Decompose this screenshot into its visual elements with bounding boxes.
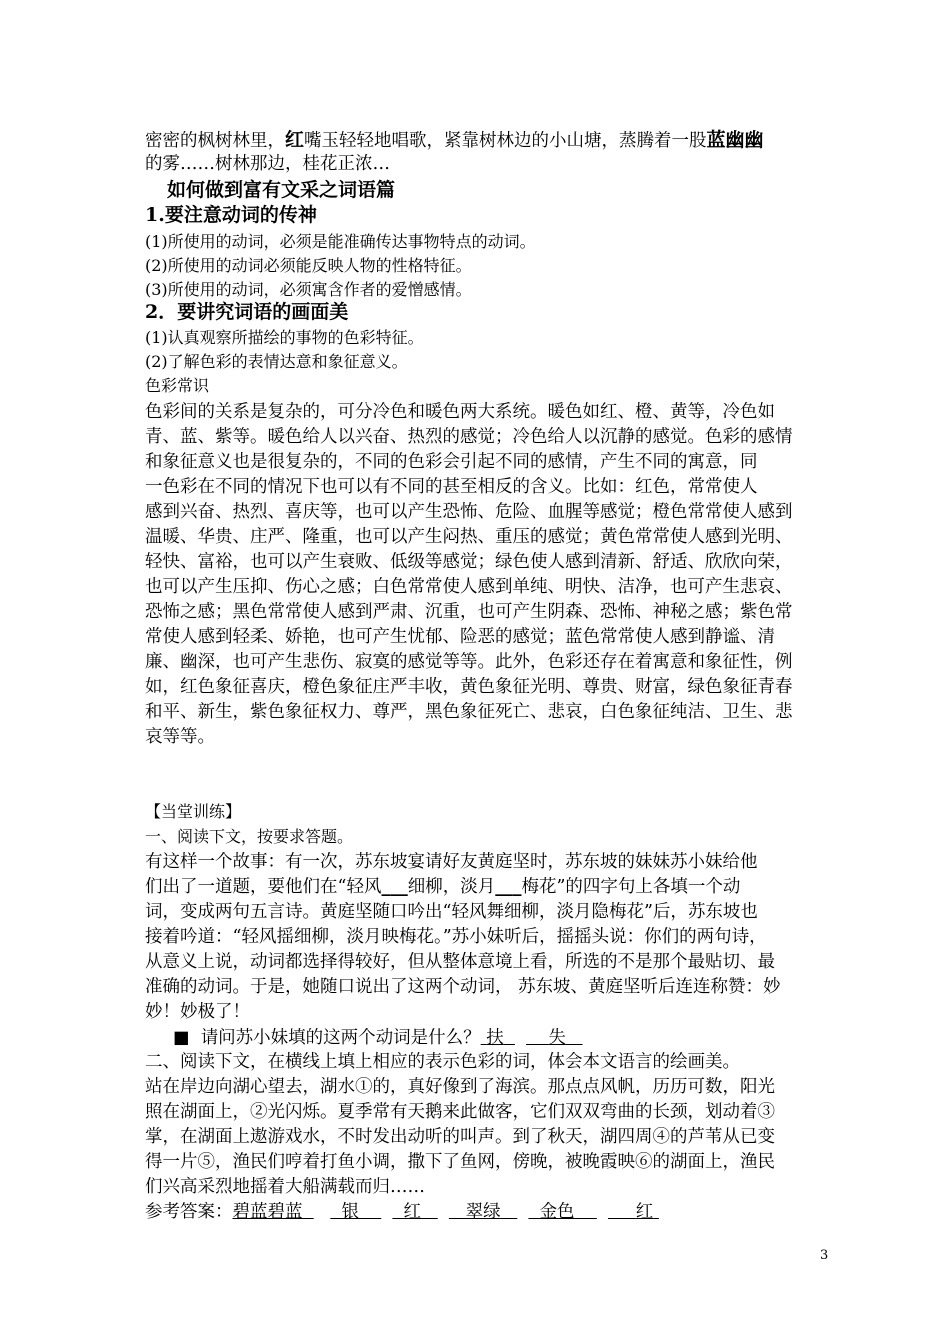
passage-line: 们兴高采烈地摇着大船满载而归…… — [145, 1177, 425, 1197]
story-line: 准确的动词。于是，她随口说出了这两个动词， 苏东坡、黄庭坚听后连连称赞：妙 — [145, 977, 781, 997]
color-paragraph-line: 和象征意义也是很复杂的，不同的色彩会引起不同的感情，产生不同的寓意，同 — [145, 452, 758, 472]
color-paragraph-line: 恐怖之感；黑色常常使人感到严肃、沉重，也可产生阴森、恐怖、神秘之感；紫色常 — [145, 602, 793, 622]
color-paragraph-line: 哀等等。 — [145, 727, 215, 747]
story-line: 有这样一个故事：有一次，苏东坡宴请好友黄庭坚时，苏东坡的妹妹苏小妹给他 — [145, 852, 758, 872]
color-paragraph-line: 常使人感到轻柔、娇艳，也可产生忧郁、险恶的感觉；蓝色常常使人感到静谧、清 — [145, 627, 775, 647]
training-title: 【当堂训练】 — [145, 802, 242, 821]
ref-answer: 翠绿 — [465, 1202, 501, 1222]
ref-answer: 金色 — [539, 1202, 575, 1222]
section-2-item: (1)认真观察所描绘的事物的色彩特征。 — [145, 328, 424, 347]
answer-underline: 失 — [548, 1028, 566, 1048]
section-2-heading: 2．要讲究词语的画面美 — [145, 301, 349, 323]
reference-answers: 参考答案：碧蓝碧蓝 银 红 翠绿 金色 红 — [145, 1200, 659, 1224]
color-paragraph-line: 也可以产生压抑、伤心之感；白色常常使人感到单纯、明快、洁净，也可产生悲哀、 — [145, 577, 793, 597]
color-paragraph-line: 感到兴奋、热烈、喜庆等，也可以产生恐怖、危险、血腥等感觉；橙色常常使人感到 — [145, 502, 793, 522]
blank: ___ — [495, 877, 522, 897]
color-paragraph-line: 如，红色象征喜庆，橙色象征庄严丰收，黄色象征光明、尊贵、财富，绿色象征青春 — [145, 677, 793, 697]
passage-line: 照在湖面上，②光闪烁。夏季常有天鹅来此做客，它们双双弯曲的长颈，划动着③ — [145, 1102, 775, 1122]
intro-line-1: 密密的枫树林里，红嘴玉轻轻地唱歌，紧靠树林边的小山塘，蒸腾着一股蓝幽幽 — [145, 129, 764, 151]
color-paragraph-line: 廉、幽深，也可产生悲伤、寂寞的感觉等等。此外，色彩还存在着寓意和象征性，例 — [145, 652, 793, 672]
answer-underline: 扶 — [486, 1028, 504, 1048]
page-number: 3 — [820, 1248, 829, 1263]
passage-line: 得一片⑤，渔民们哼着打鱼小调，撒下了鱼网，傍晚，被晚霞映⑥的湖面上，渔民 — [145, 1152, 775, 1172]
section-1-heading: 1.要注意动词的传神 — [145, 204, 317, 226]
ref-answer: 红 — [635, 1202, 654, 1222]
question-1-title: 一、阅读下文，按要求答题。 — [145, 827, 354, 846]
color-knowledge-title: 色彩常识 — [145, 376, 210, 395]
color-paragraph-line: 轻快、富裕，也可以产生衰败、低级等感觉；绿色使人感到清新、舒适、欣欣向荣， — [145, 552, 793, 572]
color-paragraph-line: 色彩间的关系是复杂的，可分冷色和暖色两大系统。暖色如红、橙、黄等，冷色如 — [145, 402, 775, 422]
story-line: 接着吟道：“轻风摇细柳，淡月映梅花。”苏小妹听后，摇摇头说：你们的两句诗， — [145, 927, 767, 947]
color-paragraph-line: 一色彩在不同的情况下也可以有不同的甚至相反的含义。比如：红色，常常使人 — [145, 477, 758, 497]
question-2-title: 二、阅读下文，在横线上填上相应的表示色彩的词，体会本文语言的绘画美。 — [145, 1052, 740, 1072]
square-bullet-icon: ■ — [173, 1028, 190, 1048]
story-line: 词，变成两句五言诗。黄庭坚随口吟出“轻风舞细柳，淡月隐梅花”后，苏东坡也 — [145, 902, 758, 922]
color-paragraph-line: 青、蓝、紫等。暖色给人以兴奋、热烈的感觉；冷色给人以沉静的感觉。色彩的感情 — [145, 427, 793, 447]
ref-answer: 红 — [403, 1202, 422, 1222]
color-paragraph-line: 温暖、华贵、庄严、隆重，也可以产生闷热、重压的感觉；黄色常常使人感到光明、 — [145, 527, 793, 547]
ref-answer: 碧蓝碧蓝 — [232, 1202, 303, 1222]
section-1-item: (2)所使用的动词必须能反映人物的性格特征。 — [145, 256, 472, 275]
question-1-prompt: ■ 请问苏小妹填的这两个动词是什么？ 扶 失 — [173, 1026, 583, 1050]
ref-answer: 银 — [341, 1202, 359, 1222]
section-1-item: (1)所使用的动词，必须是能准确传达事物特点的动词。 — [145, 232, 536, 251]
passage-line: 掌，在湖面上遨游戏水，不时发出动听的叫声。到了秋天，湖四周④的芦苇从已变 — [145, 1127, 775, 1147]
blank: ___ — [381, 877, 408, 897]
intro-line-2: 的雾……树林那边，桂花正浓… — [145, 154, 390, 174]
section-1-item: (3)所使用的动词，必须寓含作者的爱憎感情。 — [145, 280, 472, 299]
story-line: 从意义上说，动词都选择得较好，但从整体意境上看，所选的不是那个最贴切、最 — [145, 952, 775, 972]
story-line: 们出了一道题，要他们在“轻风___细柳，淡月___梅花”的四字句上各填一个动 — [145, 877, 741, 897]
section-title: 如何做到富有文采之词语篇 — [167, 179, 396, 201]
section-2-item: (2)了解色彩的表情达意和象征意义。 — [145, 352, 408, 371]
color-paragraph-line: 和平、新生，紫色象征权力、尊严，黑色象征死亡、悲哀，白色象征纯洁、卫生、悲 — [145, 702, 793, 722]
story-line: 妙！妙极了！ — [145, 1002, 250, 1022]
passage-line: 站在岸边向湖心望去，湖水①的，真好像到了海滨。那点点风帆，历历可数，阳光 — [145, 1077, 775, 1097]
